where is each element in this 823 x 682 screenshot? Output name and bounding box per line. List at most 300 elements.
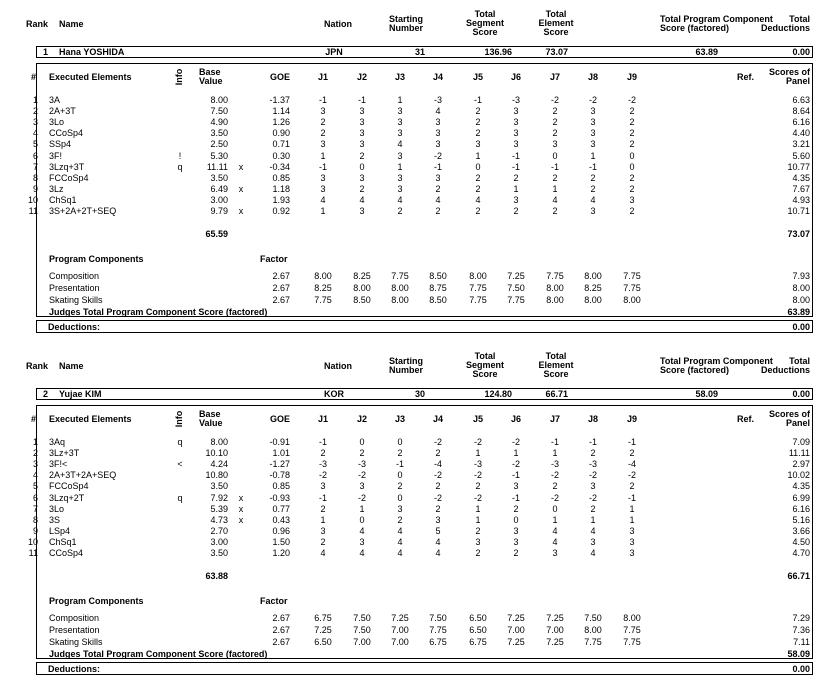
judge-header-j8: J8 (587, 72, 598, 82)
component-judge-score: 7.25 (314, 625, 332, 635)
element-judge-score: -2 (627, 95, 636, 105)
element-judge-score: -2 (433, 437, 442, 447)
element-judge-score: 2 (435, 448, 441, 459)
element-panel-score: 8.64 (792, 106, 810, 117)
element-base-value: 6.49 (210, 183, 228, 194)
element-judge-score: 2 (475, 183, 481, 194)
element-judge-score: -1 (550, 437, 559, 447)
skater-nation: JPN (325, 47, 343, 57)
element-judge-score: 4 (435, 106, 441, 117)
element-judge-score: 3 (513, 536, 519, 547)
element-judge-score: 3 (513, 128, 519, 139)
element-judge-score: 3 (629, 525, 635, 536)
element-base-value: 4.90 (210, 117, 228, 128)
component-name: Skating Skills (49, 637, 103, 647)
factor-header: Factor (260, 596, 288, 606)
element-judge-score: 3 (513, 525, 519, 536)
element-base-value: 10.10 (205, 448, 228, 459)
component-judge-score: 7.75 (623, 625, 641, 635)
element-judge-score: 2 (552, 481, 558, 492)
element-number: 8 (32, 514, 38, 525)
component-judge-score: 7.25 (507, 613, 525, 623)
element-judge-score: 3 (552, 548, 558, 558)
element-judge-score: 3 (513, 139, 519, 150)
element-judge-score: 3 (590, 536, 596, 547)
element-judge-score: 3 (397, 172, 403, 183)
element-name: 3Lzq+2T (49, 492, 85, 503)
element-goe: 0.90 (272, 128, 290, 139)
element-judge-score: 4 (359, 548, 365, 558)
element-judge-score: 0 (629, 161, 635, 172)
starting-number-header: Number (388, 23, 423, 33)
component-judge-score: 7.00 (353, 637, 371, 647)
element-judge-score: 3 (513, 106, 519, 117)
element-name: FCCoSp4 (49, 172, 89, 183)
element-judge-score: 2 (552, 128, 558, 139)
skater-starting-number: 30 (414, 389, 425, 399)
element-goe: 0.30 (272, 150, 290, 161)
element-judge-score: 2 (629, 128, 635, 139)
element-judge-score: 2 (590, 503, 596, 514)
element-base-value: 7.92 (210, 492, 228, 503)
element-judge-score: 1 (397, 161, 403, 172)
component-factor: 2.67 (272, 613, 290, 623)
element-judge-score: -4 (433, 459, 442, 470)
element-base-value: 10.80 (205, 470, 228, 481)
element-judge-score: -2 (550, 95, 559, 105)
element-judge-score: -2 (473, 492, 482, 503)
element-panel-score: 2.97 (792, 459, 810, 470)
element-goe: 0.71 (272, 139, 290, 150)
component-judge-score: 6.75 (314, 613, 332, 623)
total-program-component-score: 63.89 (695, 47, 718, 57)
element-panel-score: 6.16 (792, 503, 810, 514)
element-panel-score: 4.50 (792, 536, 810, 547)
element-judge-score: 4 (397, 525, 403, 536)
element-number: 7 (32, 503, 38, 514)
component-judge-score: 7.50 (353, 613, 371, 623)
total-program-component-score: 58.09 (695, 389, 718, 399)
component-judge-score: 8.25 (584, 283, 602, 293)
element-judge-score: 2 (629, 139, 635, 150)
tpcs-header-line1: Total Program Component (660, 356, 773, 366)
deductions-value: 0.00 (792, 664, 810, 674)
element-goe: 1.26 (272, 117, 290, 128)
element-judge-score: 1 (552, 448, 558, 459)
element-judge-score: 1 (552, 514, 558, 525)
element-judge-score: -3 (588, 459, 597, 470)
component-judge-score: 7.75 (469, 283, 487, 293)
element-name: 3F! (49, 150, 63, 161)
component-judge-score: 7.75 (391, 271, 409, 281)
element-goe: 0.96 (272, 525, 290, 536)
element-judge-score: 3 (359, 536, 365, 547)
component-judge-score: 8.00 (546, 283, 564, 293)
element-judge-score: -1 (627, 437, 636, 447)
component-judge-score: 8.00 (584, 271, 602, 281)
element-judge-score: 2 (475, 172, 481, 183)
element-judge-score: -2 (511, 437, 520, 447)
element-number: 11 (28, 206, 38, 216)
component-judge-score: 7.25 (507, 271, 525, 281)
judge-header-j3: J3 (394, 72, 405, 82)
element-judge-score: 2 (590, 448, 596, 459)
element-judge-score: 4 (552, 194, 558, 205)
component-panel-score: 7.36 (792, 625, 810, 635)
element-judge-score: 4 (552, 525, 558, 536)
element-judge-score: 1 (629, 514, 635, 525)
element-judge-score: 3 (320, 481, 326, 492)
element-judge-score: 2 (397, 514, 403, 525)
element-judge-score: 0 (552, 503, 558, 514)
element-number: 2 (32, 106, 38, 117)
element-judge-score: 4 (590, 194, 596, 205)
element-number: 10 (27, 536, 38, 547)
component-judge-score: 8.25 (314, 283, 332, 293)
component-name: Skating Skills (49, 295, 103, 305)
total-segment-score-header: Total (474, 351, 496, 361)
element-judge-score: 3 (475, 139, 481, 150)
element-panel-score: 3.66 (792, 525, 810, 536)
element-judge-score: -2 (550, 470, 559, 481)
total-deductions-header: Total (789, 14, 810, 24)
element-judge-score: 4 (320, 194, 326, 205)
element-judge-score: 1 (475, 503, 481, 514)
element-judge-score: 2 (435, 503, 441, 514)
element-judge-score: 4 (590, 548, 596, 558)
element-panel-score: 6.63 (792, 95, 810, 105)
info-header: Info (174, 68, 184, 86)
element-base-value: 4.24 (210, 459, 228, 470)
element-judge-score: -1 (318, 95, 327, 105)
judge-header-j3: J3 (394, 414, 405, 424)
element-judge-score: 2 (397, 481, 403, 492)
element-judge-score: -2 (357, 470, 366, 481)
element-judge-score: 3 (435, 514, 441, 525)
element-judge-score: 3 (397, 128, 403, 139)
number-header: # (30, 72, 36, 82)
element-judge-score: 3 (320, 183, 326, 194)
element-judge-score: 3 (590, 117, 596, 128)
total-element-score-header: Total (545, 9, 567, 19)
component-judge-score: 7.00 (546, 625, 564, 635)
total-element-score-header: Total (545, 351, 567, 361)
scores-of-panel-header-line2: Panel (785, 76, 810, 86)
element-judge-score: -3 (550, 459, 559, 470)
executed-elements-header: Executed Elements (49, 72, 132, 82)
component-judge-score: 7.75 (623, 271, 641, 281)
program-components-header: Program Components (49, 596, 144, 606)
deductions-value: 0.00 (792, 322, 810, 332)
element-goe: 0.43 (272, 514, 290, 525)
component-judge-score: 8.00 (584, 295, 602, 305)
element-info: < (177, 459, 183, 470)
judges-total-pcs-label: Judges Total Program Component Score (factored) (49, 307, 268, 317)
name-header: Name (59, 361, 84, 371)
element-judge-score: -2 (627, 470, 636, 481)
judge-header-j5: J5 (472, 72, 483, 82)
element-name: LSp4 (49, 525, 71, 536)
element-info: q (177, 161, 183, 172)
element-judge-score: 3 (435, 139, 441, 150)
element-name: 3F!< (49, 459, 68, 470)
component-name: Composition (49, 613, 100, 623)
element-goe: 0.85 (272, 172, 290, 183)
total-segment-score: 136.96 (484, 47, 512, 57)
total-element-score: 73.07 (545, 47, 568, 57)
element-base-value: 2.50 (210, 139, 228, 150)
deductions-label: Deductions: (48, 664, 101, 674)
element-judge-score: 2 (552, 106, 558, 117)
component-factor: 2.67 (272, 283, 290, 293)
element-judge-score: -1 (318, 161, 327, 172)
element-base-value: 9.79 (210, 206, 228, 216)
element-judge-score: -1 (588, 161, 597, 172)
element-panel-score: 7.09 (792, 437, 810, 447)
element-judge-score: 4 (590, 525, 596, 536)
judges-total-pcs-label: Judges Total Program Component Score (factored) (49, 649, 268, 659)
component-judge-score: 8.75 (429, 283, 447, 293)
component-judge-score: 7.75 (469, 295, 487, 305)
element-judge-score: 3 (590, 128, 596, 139)
element-judge-score: -1 (357, 95, 366, 105)
element-judge-score: 2 (590, 172, 596, 183)
base-value-header-line2: Value (199, 76, 223, 86)
element-number: 4 (32, 470, 38, 481)
total-segment-score-header: Total (474, 9, 496, 19)
element-judge-score: 2 (629, 106, 635, 117)
element-judge-score: 2 (475, 548, 481, 558)
element-name: 3A (49, 95, 61, 105)
element-goe: 0.85 (272, 481, 290, 492)
element-judge-score: -4 (627, 459, 636, 470)
element-judge-score: 1 (320, 150, 326, 161)
total-deductions-header: Deductions (760, 365, 810, 375)
component-judge-score: 8.50 (429, 271, 447, 281)
element-judge-score: -2 (473, 470, 482, 481)
element-judge-score: 3 (590, 481, 596, 492)
total-element-score: 66.71 (545, 389, 568, 399)
element-number: 11 (28, 548, 38, 558)
element-goe: 1.18 (272, 183, 290, 194)
element-goe: -1.37 (269, 95, 290, 105)
element-panel-score: 10.77 (787, 161, 810, 172)
element-judge-score: 3 (397, 183, 403, 194)
element-judge-score: 2 (359, 150, 365, 161)
component-panel-score: 8.00 (792, 283, 810, 293)
element-judge-score: 1 (320, 206, 326, 216)
element-panel-score: 4.35 (792, 172, 810, 183)
tpcs-header-line2: Score (factored) (660, 365, 730, 375)
component-name: Composition (49, 271, 100, 281)
element-panel-score: 3.21 (792, 139, 810, 150)
element-judge-score: 3 (359, 172, 365, 183)
base-value-header-line1: Base (199, 409, 221, 419)
element-number: 2 (32, 448, 38, 459)
element-number: 3 (32, 117, 38, 128)
component-judge-score: 7.50 (353, 625, 371, 635)
element-goe: 0.77 (272, 503, 290, 514)
element-goe: 1.01 (272, 448, 290, 459)
judge-header-j1: J1 (317, 414, 328, 424)
component-judge-score: 8.00 (353, 283, 371, 293)
element-judge-score: 2 (397, 206, 403, 216)
element-panel-score: 5.60 (792, 150, 810, 161)
element-judge-score: 2 (629, 448, 635, 459)
starting-number-header: Starting (388, 356, 423, 366)
component-judge-score: 8.00 (391, 295, 409, 305)
element-goe: -0.91 (269, 437, 290, 447)
element-name: 3Lzq+3T (49, 161, 85, 172)
element-judge-score: 3 (320, 139, 326, 150)
scores-of-panel-header-line2: Panel (785, 418, 810, 428)
element-name: 3Lz+3T (49, 448, 80, 459)
deductions-box (36, 320, 813, 333)
component-factor: 2.67 (272, 637, 290, 647)
element-judge-score: 2 (475, 117, 481, 128)
component-judge-score: 7.00 (391, 637, 409, 647)
component-judge-score: 7.25 (546, 613, 564, 623)
element-number: 3 (32, 459, 38, 470)
element-judge-score: -3 (473, 459, 482, 470)
judge-header-j9: J9 (626, 72, 637, 82)
element-judge-score: 2 (320, 117, 326, 128)
judge-header-j9: J9 (626, 414, 637, 424)
element-judge-score: 4 (435, 536, 441, 547)
element-judge-score: 0 (397, 470, 403, 481)
skater-rank: 1 (42, 47, 48, 57)
total-element-score-header: Score (543, 27, 569, 37)
element-judge-score: 0 (513, 514, 519, 525)
element-bonus-mark: x (238, 183, 244, 194)
element-judge-score: 0 (629, 150, 635, 161)
element-goe: -0.78 (269, 470, 290, 481)
element-base-value: 5.39 (210, 503, 228, 514)
element-judge-score: -1 (511, 150, 520, 161)
base-value-total: 63.88 (205, 571, 228, 581)
tpcs-header-line2: Score (factored) (660, 23, 730, 33)
base-value-header-line1: Base (199, 67, 221, 77)
component-judge-score: 7.50 (584, 613, 602, 623)
element-judge-score: 3 (629, 536, 635, 547)
element-judge-score: 3 (435, 128, 441, 139)
judge-header-j6: J6 (510, 414, 521, 424)
element-judge-score: 4 (435, 548, 441, 558)
judge-header-j7: J7 (549, 414, 560, 424)
element-goe: 1.50 (272, 536, 290, 547)
element-number: 8 (32, 172, 38, 183)
scores-of-panel-header-line1: Scores of (768, 409, 810, 419)
judges-total-pcs-value: 58.09 (787, 649, 810, 659)
element-judge-score: 3 (359, 128, 365, 139)
element-panel-score: 7.67 (792, 183, 810, 194)
element-judge-score: 2 (475, 481, 481, 492)
element-judge-score: 4 (552, 536, 558, 547)
element-goe: 1.93 (272, 194, 290, 205)
element-judge-score: -2 (318, 470, 327, 481)
element-name: 3Lo (49, 117, 65, 128)
component-judge-score: 6.50 (469, 625, 487, 635)
element-goe: 0.92 (272, 206, 290, 216)
skater-starting-number: 31 (414, 47, 425, 57)
component-factor: 2.67 (272, 271, 290, 281)
element-judge-score: 3 (513, 194, 519, 205)
element-judge-score: 3 (629, 548, 635, 558)
component-name: Presentation (49, 283, 100, 293)
element-judge-score: 4 (397, 194, 403, 205)
element-judge-score: 1 (475, 150, 481, 161)
element-judge-score: 2 (320, 128, 326, 139)
element-judge-score: 0 (552, 150, 558, 161)
info-header: Info (174, 410, 184, 428)
number-header: # (30, 414, 36, 424)
element-judge-score: 2 (513, 172, 519, 183)
judges-total-pcs-value: 63.89 (787, 307, 810, 317)
total-segment-score-header: Score (472, 369, 498, 379)
element-base-value: 7.50 (210, 106, 228, 117)
element-name: 2A+3T (49, 106, 76, 117)
component-judge-score: 7.75 (584, 637, 602, 647)
element-judge-score: 0 (397, 437, 403, 447)
element-judge-score: 2 (475, 206, 481, 216)
element-judge-score: 1 (475, 448, 481, 459)
element-judge-score: 3 (513, 117, 519, 128)
element-judge-score: 3 (359, 139, 365, 150)
element-name: FCCoSp4 (49, 481, 89, 492)
component-factor: 2.67 (272, 295, 290, 305)
component-judge-score: 8.00 (546, 295, 564, 305)
element-panel-score: 6.99 (792, 492, 810, 503)
element-panel-score: 10.02 (787, 470, 810, 481)
scores-of-panel-header-line1: Scores of (768, 67, 810, 77)
skater-name: Yujae KIM (59, 389, 102, 399)
component-judge-score: 8.00 (623, 295, 641, 305)
component-judge-score: 8.00 (623, 613, 641, 623)
base-value-total: 65.59 (205, 229, 228, 239)
element-judge-score: -2 (357, 492, 366, 503)
element-name: 3S (49, 514, 61, 525)
element-judge-score: 2 (629, 481, 635, 492)
element-judge-score: -2 (550, 492, 559, 503)
component-judge-score: 6.50 (314, 637, 332, 647)
element-judge-score: -1 (550, 161, 559, 172)
element-judge-score: 1 (513, 183, 519, 194)
ref-header: Ref. (736, 414, 754, 424)
element-judge-score: 1 (552, 183, 558, 194)
component-judge-score: 8.00 (584, 625, 602, 635)
deductions-box (36, 662, 813, 675)
component-judge-score: 7.75 (623, 283, 641, 293)
deductions-label: Deductions: (48, 322, 101, 332)
element-panel-score: 4.93 (792, 194, 810, 205)
element-judge-score: -3 (433, 95, 442, 105)
total-deductions: 0.00 (792, 389, 810, 399)
element-judge-score: 2 (359, 448, 365, 459)
component-judge-score: 7.25 (546, 637, 564, 647)
element-judge-score: 3 (320, 106, 326, 117)
element-judge-score: 2 (435, 183, 441, 194)
starting-number-header: Starting (388, 14, 423, 24)
element-base-value: 2.70 (210, 525, 228, 536)
element-judge-score: 0 (359, 437, 365, 447)
component-judge-score: 8.00 (469, 271, 487, 281)
judge-header-j5: J5 (472, 414, 483, 424)
element-base-value: 3.00 (210, 536, 228, 547)
element-info: ! (178, 150, 182, 161)
element-judge-score: 1 (590, 514, 596, 525)
element-name: 3S+2A+2T+SEQ (49, 206, 117, 216)
component-judge-score: 8.00 (391, 283, 409, 293)
